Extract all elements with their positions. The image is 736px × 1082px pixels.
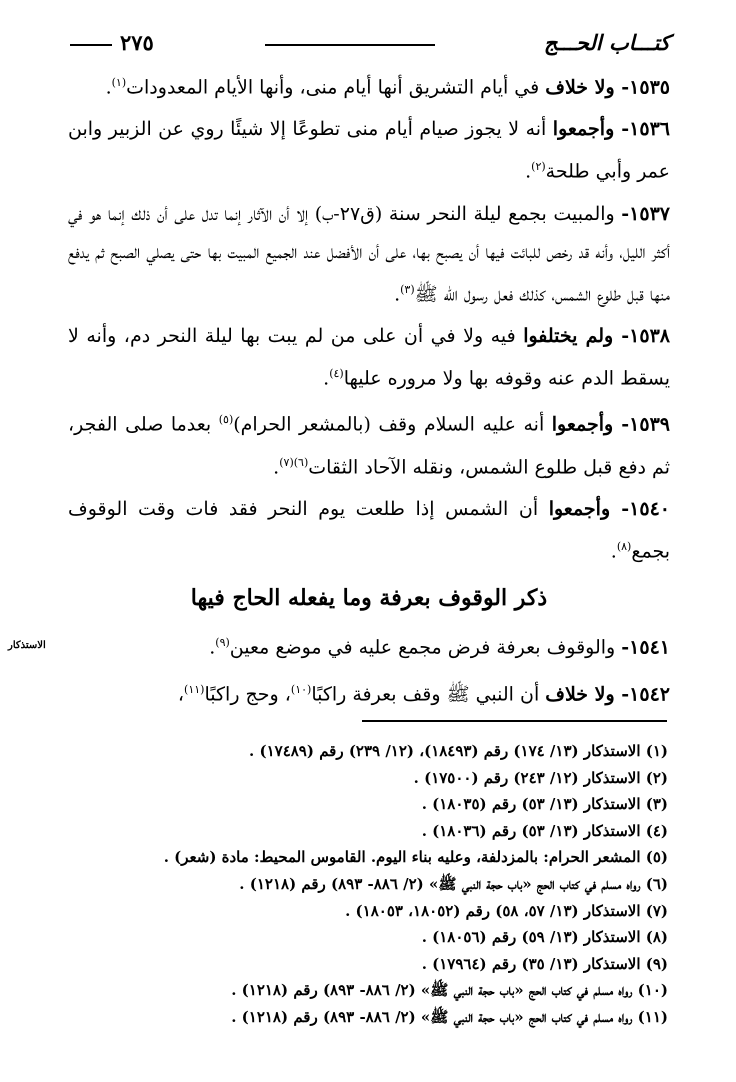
footnote-6: (٦) رواه مسلم في كتاب الحج «باب حجة النبي ﷺ» (٢/ ٨٨٦- ٨٩٣) رقم (١٢١٨) .: [239, 874, 668, 893]
paragraph-lead: ١٥٣٧-: [621, 202, 670, 225]
footnote-ref: (١): [111, 76, 127, 89]
footnote-ref: (٩): [215, 636, 230, 650]
footnote-2: (٢) الاستذكار (١٢/ ٢٤٣) رقم (١٧٥٠٠) .: [413, 768, 668, 787]
section-heading: ذكر الوقوف بعرفة وما يفعله الحاج فيها: [190, 585, 548, 612]
paragraph-text: أنه لا يجوز صيام أيام منى تطوعًا إلا شيئًا روي عن الزبير وابن عمر وأبي طلحة: [68, 118, 670, 183]
paragraph-text-cont: بعدما صلى الفجر، ثم دفع قبل طلوع الشمس، ونقله الآحاد الثقات: [68, 413, 670, 478]
paragraph-1541: [68, 624, 670, 666]
paragraph-end: .: [525, 160, 532, 183]
paragraph-1542: [68, 671, 670, 713]
footnote-4: (٤) الاستذكار (١٣/ ٥٣) رقم (١٨٠٣٦) .: [421, 821, 668, 840]
paragraph-text: والوقوف بعرفة فرض مجمع عليه في موضع معين: [229, 636, 622, 659]
paragraph-1536: [68, 110, 670, 190]
margin-note: الاستذكار: [8, 640, 46, 651]
page-header: [70, 30, 670, 60]
footnote-ref: (٥): [218, 413, 234, 427]
paragraph-end: .: [209, 636, 216, 659]
paragraph-end: ،: [177, 682, 185, 705]
footnote-1: (١) الاستذكار (١٣/ ١٧٤) رقم (١٨٤٩٣)، (١٢/ ٢٣٩) رقم (١٧٤٨٩) .: [249, 742, 668, 760]
footnotes: [90, 738, 668, 1031]
chapter-title: كتـــاب الحـــج: [543, 30, 670, 55]
paragraph-text-cont: ، وحج راكبًا: [204, 682, 291, 705]
paragraph-1538: [68, 317, 670, 397]
paragraph-1539: [68, 401, 670, 486]
footnote-5: (٥) المشعر الحرام: بالمزدلفة، وعليه بناء اليوم. القاموس المحيط: مادة (شعر) .: [163, 848, 668, 867]
paragraph-lead: ١٥٤٢- ولا خلاف: [545, 682, 670, 705]
footnote-ref: (٨): [616, 539, 632, 553]
paragraph-end: .: [273, 455, 280, 478]
paragraph-text: أن الشمس إذا طلعت يوم النحر فقد فات وقت الوقوف بجمع: [68, 497, 670, 563]
paragraph-text: في أيام التشريق أنها أيام منى، وأنها الأيام المعدودات: [126, 76, 546, 99]
paragraph-lead: ١٥٤٠- وأجمعوا: [548, 497, 670, 520]
header-rule: [265, 44, 435, 46]
paragraph-text: أن النبي ﷺ وقف بعرفة راكبًا: [311, 682, 546, 705]
page-number: ٢٧٥: [120, 30, 154, 55]
header-rule-short: [70, 44, 112, 46]
paragraph-lead: ١٥٣٦- وأجمعوا: [552, 118, 670, 141]
paragraph-lead: ١٥٣٨- ولم يختلفوا: [523, 324, 670, 347]
footnote-10: (١٠) رواه مسلم في كتاب الحج «باب حجة النبي ﷺ» (٢/ ٨٨٦- ٨٩٣) رقم (١٢١٨) .: [231, 981, 668, 1000]
paragraph-1535: [68, 64, 670, 106]
paragraph-end: .: [610, 540, 617, 563]
footnote-ref: (٣): [400, 282, 415, 296]
main-text: [68, 64, 670, 717]
paragraph-text: والمبيت بجمع ليلة النحر سنة (ق٢٧-ب) إلا أن الآثار إنما تدل على أن ذلك إنما هو في أكثر الليل، وأنه قد رخص للبائت فيها أن يصبح بها، على أن الأفضل عند الجميع المبيت بها حتى يصلي الصبح ثم يدفع منها قبل طلوع الشمس، كذلك فعل رسول الله ﷺ: [68, 202, 670, 305]
paragraph-text: فيه ولا في أن على من لم يبت بها ليلة النحر دم، وأنه لا يسقط الدم عنه وقوفه بها ولا مروره عليها: [68, 324, 670, 390]
footnote-8: (٨) الاستذكار (١٣/ ٥٩) رقم (١٨٠٥٦) .: [421, 928, 668, 947]
footnote-ref: (١٠): [290, 682, 312, 696]
footnote-ref: (٤): [329, 366, 344, 380]
footnote-9: (٩) الاستذكار (١٣/ ٣٥) رقم (١٧٩٦٤) .: [421, 954, 668, 973]
paragraph-lead: ١٥٣٥- ولا خلاف: [545, 76, 670, 99]
paragraph-lead: ١٥٤١-: [621, 636, 670, 659]
footnote-7: (٧) الاستذكار (١٣/ ٥٧، ٥٨) رقم (١٨٠٥٢، ١٨٠٥٣) .: [345, 901, 668, 920]
paragraph-end: .: [394, 282, 401, 305]
paragraph-text: أنه عليه السلام وقف (بالمشعر الحرام): [233, 413, 552, 436]
footnote-3: (٣) الاستذكار (١٣/ ٥٣) رقم (١٨٠٣٥) .: [421, 795, 668, 814]
paragraph-1537: [68, 195, 670, 313]
paragraph-end: .: [323, 367, 330, 390]
footnote-11: (١١) رواه مسلم في كتاب الحج «باب حجة النبي ﷺ» (٢/ ٨٨٦- ٨٩٣) رقم (١٢١٨) .: [231, 1007, 668, 1026]
footnote-ref: (٦)(٧): [279, 455, 309, 469]
footnote-ref: (١١): [184, 682, 205, 696]
paragraph-1540: [68, 490, 670, 570]
paragraph-lead: ١٥٣٩- وأجمعوا: [551, 413, 670, 436]
footnote-ref: (٢): [531, 160, 546, 174]
footnote-separator: [362, 720, 667, 722]
paragraph-end: .: [105, 76, 112, 99]
